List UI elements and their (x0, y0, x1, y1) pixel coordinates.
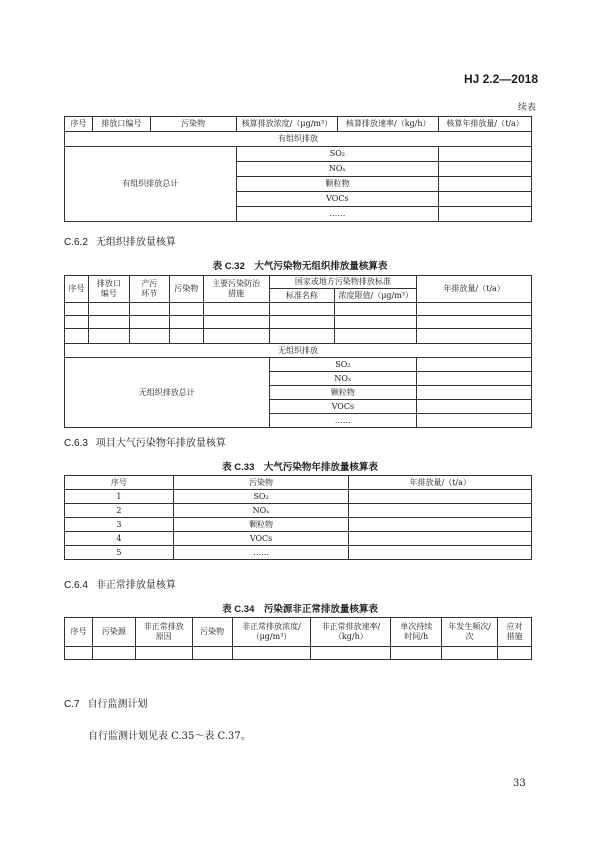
section-title: 无组织排放 (65, 344, 532, 358)
section-number: C.6.4 (64, 580, 88, 591)
section-title: 无组织排放量核算 (95, 237, 176, 248)
col-annual: 年排放量/（t/a） (417, 276, 532, 303)
col-limit: 浓度限值/（μg/m³） (335, 289, 417, 303)
table-row: 4 VOCs (65, 532, 532, 546)
total-label: 有组织排放总计 (65, 147, 237, 222)
pollutant-cell: 颗粒物 (269, 386, 417, 400)
pollutant-cell: …… (236, 207, 439, 222)
section-title: 自行监测计划 (87, 699, 148, 710)
pollutant-cell: SO₂ (236, 147, 439, 162)
value-cell (417, 372, 532, 386)
table-row: 3 颗粒物 (65, 518, 532, 532)
section-number: C.7 (64, 699, 80, 710)
value-cell (439, 147, 532, 162)
pollutant-cell: SO₂ (269, 358, 417, 372)
col-pollutant: 污染物 (169, 276, 203, 303)
col-seq: 序号 (65, 276, 89, 303)
document-code: HJ 2.2—2018 (463, 72, 538, 86)
section-number: C.6.3 (64, 438, 88, 449)
table-row: 2 NOₓ (65, 504, 532, 518)
pollutant-cell: VOCs (236, 192, 439, 207)
col-pollutant: 污染物 (150, 117, 236, 132)
abnormal-emission-table (64, 617, 532, 660)
section-title: 有组织排放 (65, 132, 532, 147)
value-cell (439, 177, 532, 192)
col-source: 污染源 (92, 618, 135, 647)
col-frequency: 年发生频次/ 次 (442, 618, 498, 647)
col-measures: 主要污染防治 措施 (203, 276, 269, 303)
section-heading (64, 695, 148, 710)
value-cell (417, 400, 532, 414)
col-annual: 年排放量/（t/a） (349, 476, 532, 490)
col-concentration: 非正常排放浓度/ （μg/m³） (232, 618, 311, 647)
page-number: 33 (513, 778, 526, 789)
col-reason: 非正常排放 原因 (135, 618, 192, 647)
col-outlet: 排放口 编号 (88, 276, 129, 303)
fugitive-emission-table (64, 275, 532, 428)
value-cell (417, 386, 532, 400)
total-label: 无组织排放总计 (65, 358, 270, 428)
col-standard: 国家或地方污染物排放标准 (269, 276, 417, 289)
col-rate: 核算排放速率/（kg/h） (338, 117, 439, 132)
col-pollutant: 污染物 (192, 618, 232, 647)
organized-emission-table (64, 116, 532, 222)
table-caption: 表 C.34 污染源非正常排放量核算表 (222, 604, 378, 615)
table-header-row (65, 117, 532, 132)
pollutant-cell: NOₓ (269, 372, 417, 386)
pollutant-cell: VOCs (269, 400, 417, 414)
table-row (65, 303, 532, 316)
col-seq: 序号 (65, 476, 174, 490)
col-annual: 核算年排放量/（t/a） (439, 117, 532, 132)
table-row: 5 …… (65, 546, 532, 560)
section-heading (64, 434, 226, 449)
annual-emission-table (64, 475, 532, 560)
section-title: 项目大气污染物年排放量核算 (95, 438, 226, 449)
body-paragraph: 自行监测计划见表 C.35～表 C.37。 (88, 731, 251, 742)
continued-label: 续表 (517, 103, 536, 113)
value-cell (439, 207, 532, 222)
table-row: 1 SO₂ (65, 490, 532, 504)
value-cell (417, 358, 532, 372)
col-pollutant: 污染物 (173, 476, 349, 490)
col-seq: 序号 (65, 117, 93, 132)
section-number: C.6.2 (64, 237, 88, 248)
col-concentration: 核算排放浓度/（μg/m³） (236, 117, 338, 132)
col-response: 应对 措施 (498, 618, 532, 647)
table-caption: 表 C.32 大气污染物无组织排放量核算表 (212, 261, 388, 272)
section-title: 非正常排放量核算 (95, 580, 176, 591)
col-outlet: 排放口编号 (92, 117, 150, 132)
col-seq: 序号 (65, 618, 93, 647)
col-duration: 单次持续 时间/h (391, 618, 442, 647)
pollutant-cell: …… (269, 414, 417, 428)
value-cell (439, 162, 532, 177)
value-cell (439, 192, 532, 207)
table-row (65, 647, 532, 660)
pollutant-cell: NOₓ (236, 162, 439, 177)
col-rate: 非正常排放速率/ （kg/h） (311, 618, 391, 647)
value-cell (417, 414, 532, 428)
table-row (65, 329, 532, 344)
table-caption: 表 C.33 大气污染物年排放量核算表 (222, 462, 378, 473)
section-heading (64, 233, 176, 248)
col-source: 产污 环节 (129, 276, 169, 303)
pollutant-cell: 颗粒物 (236, 177, 439, 192)
table-row (65, 316, 532, 329)
section-heading (64, 576, 176, 591)
col-standard-name: 标准名称 (269, 289, 335, 303)
